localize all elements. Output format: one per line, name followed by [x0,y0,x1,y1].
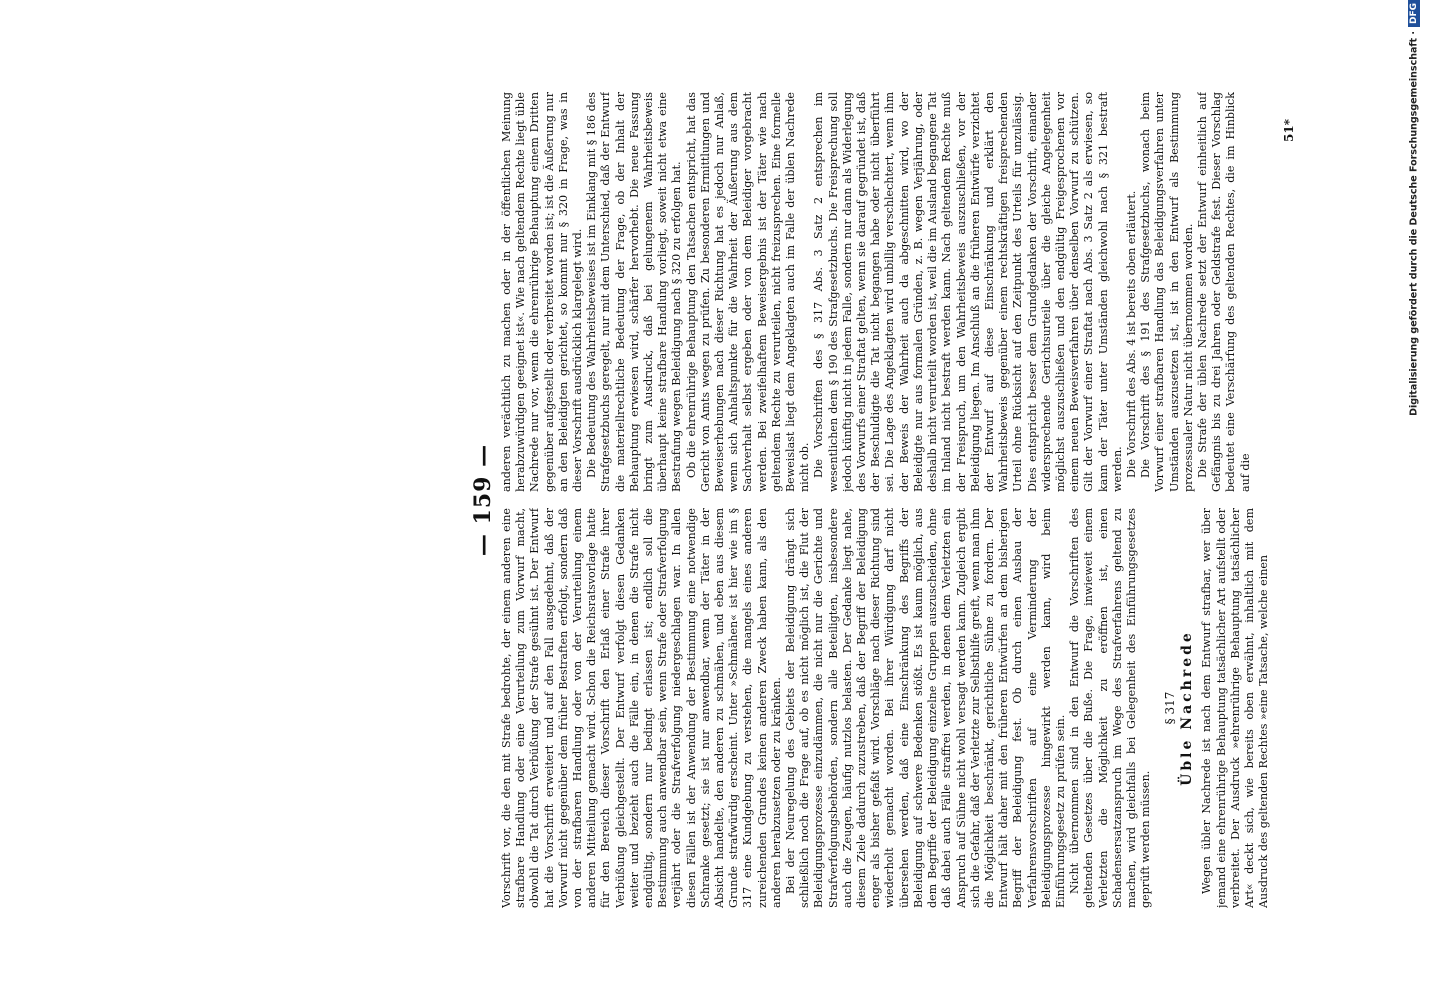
right-text-column [500,92,1270,492]
paragraph: Die Vorschriften des § 317 Abs. 3 Satz 2 entsprechen im wesentlichen dem § 190 des Strafgesetzbuchs. Die Freisprechung soll jedoch künftig nicht in jedem Falle, sondern nur dann als Widerlegung des Vorwurfs einer Straftat gelten, wenn sie darauf gegründet ist, daß der Beschuldigte die Tat nicht begangen habe oder nicht überführt sei. Die Lage des Angeklagten wird unbillig verschlechtert, wenn ihm der Beweis der Wahrheit auch da abgeschnitten wird, wo der Beleidigte nur aus formalen Gründen, z. B. wegen Verjährung, oder deshalb nicht verurteilt worden ist, weil die im Ausland begangene Tat im Inland nicht bestraft werden kann. Nach geltendem Rechte muß der Freispruch, um den Wahrheitsbeweis auszuschließen, vor der Beleidigung liegen. Im Anschluß an die früheren Entwürfe verzichtet der Entwurf auf diese Einschränkung und erklärt den Wahrheitsbeweis gegenüber einem rechtskräftigen freisprechenden Urteil ohne Rücksicht auf den Zeitpunkt des Urteils für unzulässig. Dies entspricht besser dem Grundgedanken der Vorschrift, einander widersprechende Gerichtsurteile über die gleiche Angelegenheit möglichst auszuschließen und den endgültig Freigesprochenen vor einem neuen Beweisverfahren über denselben Vorwurf zu schützen. Gilt der Vorwurf einer Straftat nach Abs. 3 Satz 2 als erwiesen, so kann der Täter unter Umständen gleichwohl nach § 321 bestraft werden. [812,92,1124,492]
section-heading [1162,508,1196,908]
paragraph: Bei der Neuregelung des Gebiets der Beleidigung drängt sich schließlich noch die Frage auf, ob es nicht möglich ist, die Flut der Beleidigungsprozesse einzudämmen, die nicht nur die Gerichte und Strafverfolgungsbehörden, sondern alle Beteiligten, insbesondere auch die Zeugen, häufig nutzlos belasten. Der Gedanke liegt nahe, diesem Ziele dadurch zuzustreben, daß der Begriff der Beleidigung enger als bisher gefaßt wird. Vorschläge nach dieser Richtung sind wiederholt gemacht worden. Bei ihrer Würdigung darf nicht übersehen werden, daß eine Einschränkung des Begriffs der Beleidigung auf schwere Bedenken stößt. Es ist kaum möglich, aus dem Begriffe der Beleidigung einzelne Gruppen auszuscheiden, ohne daß dabei auch Fälle straffrei werden, in denen dem Verletzten ein Anspruch auf Sühne nicht wohl versagt werden kann. Zugleich ergibt sich die Gefahr, daß der Verletzte zur Selbsthilfe greift, wenn man ihm die Möglichkeit beschränkt, gerichtliche Sühne zu fordern. Der Entwurf hält daher mit den früheren Entwürfen an dem bisherigen Begriff der Beleidigung fest. Ob durch einen Ausbau der Verfahrensvorschriften auf eine Verminderung der Beleidigungsprozesse hingewirkt werden kann, wird beim Einführungsgesetz zu prüfen sein. [784,508,1067,908]
paragraph: anderen verächtlich zu machen oder in der öffentlichen Meinung herabzuwürdigen geeignet ist«. Wie nach geltendem Rechte liegt üble Nachrede nur vor, wenn die ehrenrührige Behauptung einem Dritten gegenüber aufgestellt oder verbreitet worden ist; ist die Äußerung nur an den Beleidigten gerichtet, so kommt nur § 320 in Frage, was in dieser Vorschrift ausdrücklich klargelegt wird. [500,92,585,492]
sheet-signature: 51* [1282,119,1296,142]
dfg-logo: DFG [1408,0,1420,27]
section-title: Üble Nachrede [1179,630,1196,786]
paragraph: Die Strafe der üblen Nachrede setzt der Entwurf einheitlich auf Gefängnis bis zu drei Jahren oder Geldstrafe fest. Dieser Vorschlag bedeutet eine Verschärfung des geltenden Rechtes, die im Hinblick auf die [1195,92,1252,492]
section-number: § 317 [1163,691,1178,725]
stamp-text: Digitalisierung gefördert durch die Deutsche Forschungsgemeinschaft · [1408,31,1420,416]
paragraph: Die Vorschrift des § 191 des Strafgesetzbuchs, wonach beim Vorwurf einer strafbaren Handlung das Beleidigungsverfahren unter Umständen auszusetzen ist, ist in den Entwurf als Bestimmung prozessualer Natur nicht übernommen worden. [1139,92,1195,492]
paragraph: Nicht übernommen sind in den Entwurf die Vorschriften des geltenden Gesetzes über die Buße. Die Frage, inwieweit einem Verletzten die Möglichkeit zu eröffnen ist, einen Schadensersatzanspruch im Wege des Strafverfahrens geltend zu machen, wird gleichfalls bei Gelegenheit des Einführungsgesetzes geprüft werden müssen. [1068,508,1153,908]
left-text-column [500,508,1270,908]
page-number: — 159 — [470,443,496,557]
paragraph: Ob die ehrenrührige Behauptung den Tatsachen entspricht, hat das Gericht von Amts wegen zu prüfen. Zu besonderen Ermittlungen und Beweiserhebungen nach dieser Richtung hat es jedoch nur Anlaß, wenn sich Anhaltspunkte für die Wahrheit der Äußerung aus dem Sachverhalt selbst ergeben oder von dem Beleidiger vorgebracht werden. Bei zweifelhaftem Beweisergebnis ist der Täter wie nach geltendem Rechte zu verurteilen, nicht freizusprechen. Eine formelle Beweislast liegt dem Angeklagten auch im Falle der üblen Nachrede nicht ob. [684,92,812,492]
paragraph: Die Bedeutung des Wahrheitsbeweises ist im Einklang mit § 186 des Strafgesetzbuchs geregelt, nur mit dem Unterschied, daß der Entwurf die materiellrechtliche Bedeutung der Frage, ob der Inhalt der Behauptung erwiesen wird, schärfer hervorhebt. Die neue Fassung bringt zum Ausdruck, daß bei gelungenem Wahrheitsbeweis überhaupt keine strafbare Handlung vorliegt, soweit nicht etwa eine Bestrafung wegen Beleidigung nach § 320 zu erfolgen hat. [585,92,684,492]
digitization-stamp [1408,0,1420,1000]
paragraph: Vorschrift vor, die den mit Strafe bedrohte, der einem anderen eine strafbare Handlung oder eine Verurteilung zum Vorwurf macht, obwohl die Tat durch Verbüßung der Strafe gesühnt ist. Der Entwurf hat die Vorschrift erweitert und auf den Fall ausgedehnt, daß der Vorwurf nicht gegenüber dem früher Bestraften erfolgt, sondern daß von der strafbaren Handlung oder von der Verurteilung einem anderen Mitteilung gemacht wird. Schon die Reichsratsvorlage hatte für den Bereich dieser Vorschrift den Erlaß einer Strafe ihrer Verbüßung gleichgestellt. Der Entwurf verfolgt diesen Gedanken weiter und bezieht auch die Fälle ein, in denen die Strafe nicht endgültig, sondern nur bedingt erlassen ist; endlich soll die Bestimmung auch anwendbar sein, wenn Strafe oder Strafverfolgung verjährt oder die Strafverfolgung niedergeschlagen war. In allen diesen Fällen ist der Anwendung der Bestimmung eine notwendige Schranke gesetzt; sie ist nur anwendbar, wenn der Täter in der Absicht handelte, den anderen zu schmähen, und eben aus diesem Grunde strafwürdig erscheint. Unter »Schmähen« ist hier wie im § 317 eine Kundgebung zu verstehen, die mangels eines anderen zureichenden Grundes keinen anderen Zweck haben kann, als den anderen herabzusetzen oder zu kränken. [500,508,783,908]
paragraph: Wegen übler Nachrede ist nach dem Entwurf strafbar, wer über jemand eine ehrenrührige Behauptung tatsächlicher Art aufstellt oder verbreitet. Der Ausdruck »ehrenrührige Behauptung tatsächlicher Art« deckt sich, wie bereits oben erwähnt, inhaltlich mit dem Ausdruck des geltenden Rechtes »eine Tatsache, welche einen [1200,508,1270,908]
paragraph: Die Vorschrift des Abs. 4 ist bereits oben erläutert. [1124,190,1138,478]
